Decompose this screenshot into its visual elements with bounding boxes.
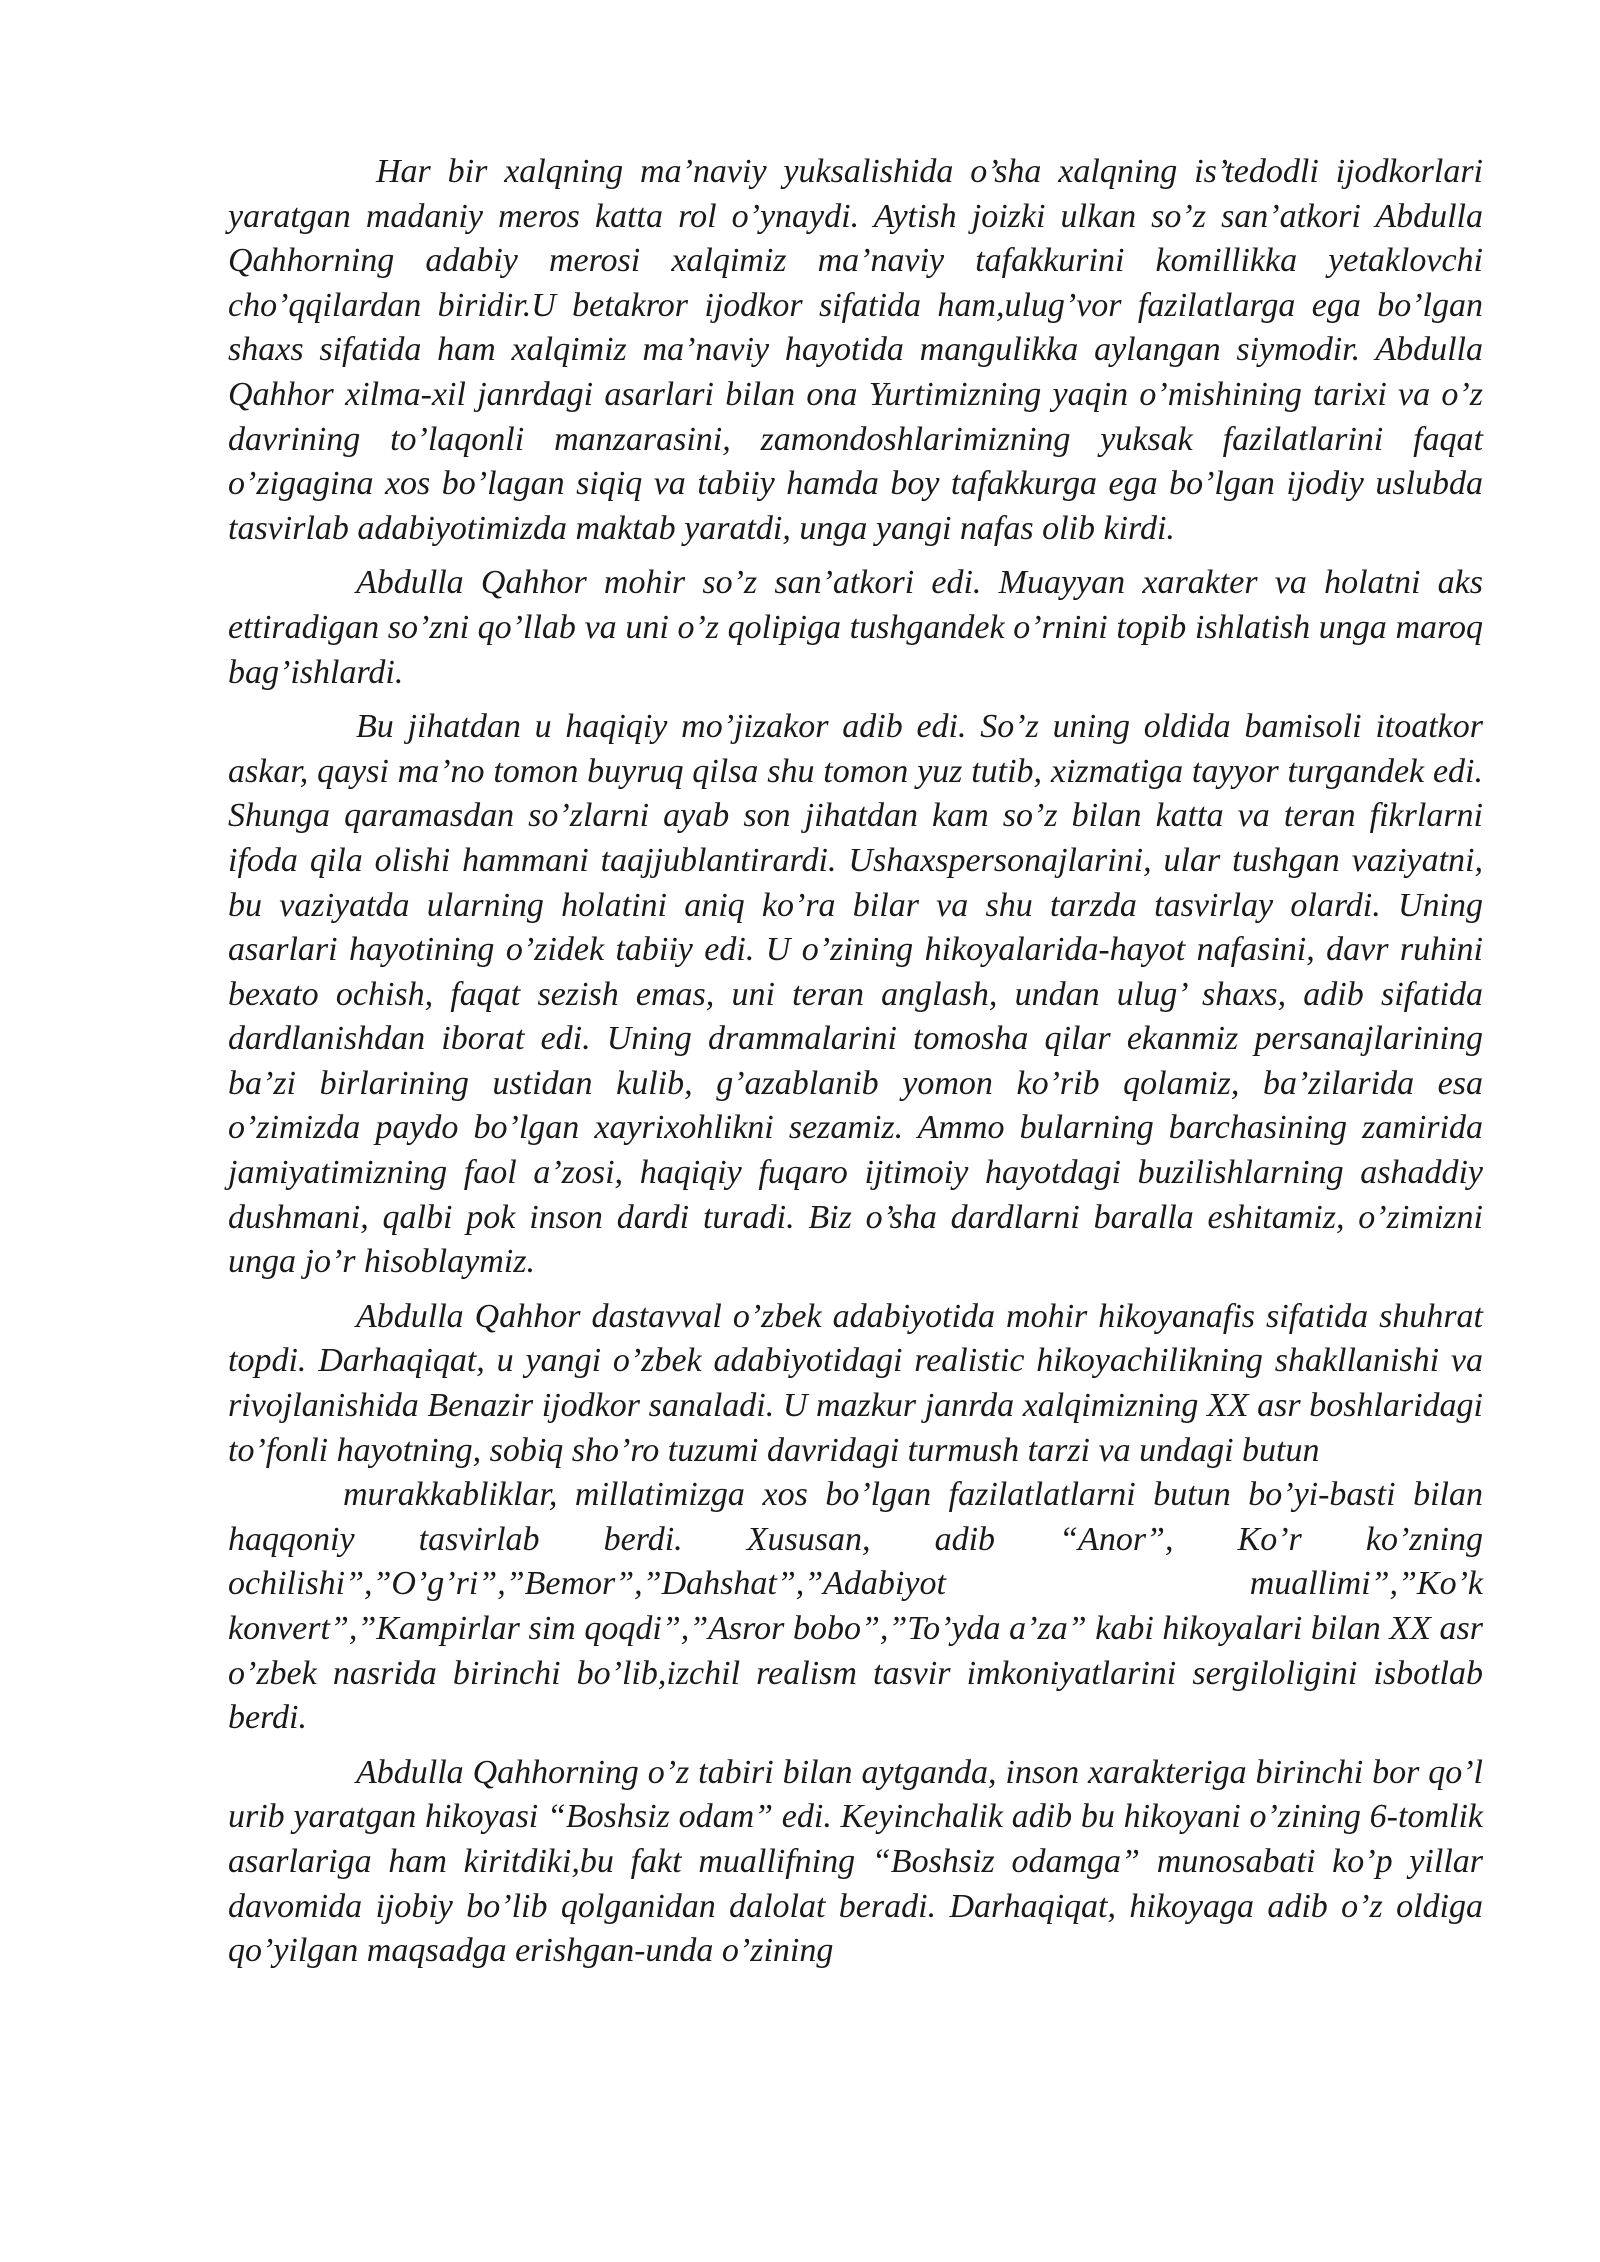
paragraph-master-of-words: Abdulla Qahhor mohir so’z san’atkori edi. Muayyan xarakter va holatni aks ettiradigan so’zni qo’llab va uni o’z qolipiga tushgandek o’rnini topib ishlatish unga maroq bag’ishlardi. <box>228 564 1483 691</box>
document-body <box>228 150 1483 1984</box>
paragraph-intro: Har bir xalqning ma’naviy yuksalishida o’sha xalqning is’tedodli ijodkorlari yaratgan madaniy meros katta rol o’ynaydi. Aytish joizki ulkan so’z san’atkori Abdulla Qahhorning adabiy merosi xalqimiz ma’naviy tafakkurini komillikka yetaklovchi cho’qqilardan biridir.U betakror ijodkor sifatida ham,ulug’vor fazilatlarga ega bo’lgan shaxs sifatida ham xalqimiz ma’naviy hayotida mangulikka aylangan siymodir. Abdulla Qahhor xilma-xil janrdagi asarlari bilan ona Yurtimizning yaqin o’mishining tarixi va o’z davrining to’laqonli manzarasini, zamondoshlarimizning yuksak fazilatlarini faqat o’zigagina xos bo’lagan siqiq va tabiiy hamda boy tafakkurga ega bo’lgan ijodiy uslubda tasvirlab adabiyotimizda maktab yaratdi, unga yangi nafas olib kirdi. <box>228 153 1483 547</box>
paragraph-short-story-master: Abdulla Qahhor dastavval o’zbek adabiyotida mohir hikoyanafis sifatida shuhrat topdi. Darhaqiqat, u yangi o’zbek adabiyotidagi realistic hikoyachilikning shakllanishi va rivojlanishida Benazir ijodkor sanaladi. U mazkur janrda xalqimizning XX asr boshlaridagi to’fonli hayotning, sobiq sho’ro tuzumi davridagi turmush tarzi va undagi butun <box>228 1297 1483 1469</box>
paragraph-miracle-writer: Bu jihatdan u haqiqiy mo’jizakor adib edi. So’z uning oldida bamisoli itoatkor askar, qaysi ma’no tomon buyruq qilsa shu tomon yuz tutib, xizmatiga tayyor turgandek edi. Shunga qaramasdan so’zlarni ayab son jihatdan kam so’z bilan katta va teran fikrlarni ifoda qila olishi hammani taajjublantirardi. Ushaxspersonajlarini, ular tushgan vaziyatni, bu vaziyatda ularning holatini aniq ko’ra bilar va shu tarzda tasvirlay olardi. Uning asarlari hayotining o’zidek tabiiy edi. U o’zining hikoyalarida-hayot nafasini, davr ruhini bexato ochish, faqat sezish emas, uni teran anglash, undan ulug’ shaxs, adib sifatida dardlanishdan iborat edi. Uning drammalarini tomosha qilar ekanmiz persanajlarining ba’zi birlarining ustidan kulib, g’azablanib yomon ko’rib qolamiz, ba’zilarida esa o’zimizda paydo bo’lgan xayrixohlikni sezamiz. Ammo bularning barchasining zamirida jamiyatimizning faol a’zosi, haqiqiy fuqaro ijtimoiy hayotdagi buzilishlarning ashaddiy dushmani, qalbi pok inson dardi turadi. Biz o’sha dardlarni baralla eshitamiz, o’zimizni unga jo’r hisoblaymiz. <box>228 708 1483 1281</box>
paragraph-headless-man: Abdulla Qahhorning o’z tabiri bilan aytganda, inson xarakteriga birinchi bor qo’l urib yaratgan hikoyasi “Boshsiz odam” edi. Keyinchalik adib bu hikoyani o’zining 6-tomlik asarlariga ham kiritdiki,bu fakt muallifning “Boshsiz odamga” munosabati ko’p yillar davomida ijobiy bo’lib qolganidan dalolat beradi. Darhaqiqat, hikoyaga adib o’z oldiga qo’yilgan maqsadga erishgan-unda o’zining <box>228 1753 1483 1970</box>
paragraph-short-story-continued: murakkabliklar, millatimizga xos bo’lgan fazilatlatlarni butun bo’yi-basti bilan haqqoniy tasvirlab berdi. Xususan, adib “Anor”, Ko’r ko’zning ochilishi”,”O’g’ri”,”Bemor”,”Dahshat”,”Adabiyot muallimi”,”Ko’k konvert”,”Kampirlar sim qoqdi”,”Asror bobo”,”To’yda a’za” kabi hikoyalari bilan XX asr o’zbek nasrida birinchi bo’lib,izchil realism tasvir imkoniyatlarini sergiloligini isbotlab berdi. <box>228 1476 1483 1737</box>
